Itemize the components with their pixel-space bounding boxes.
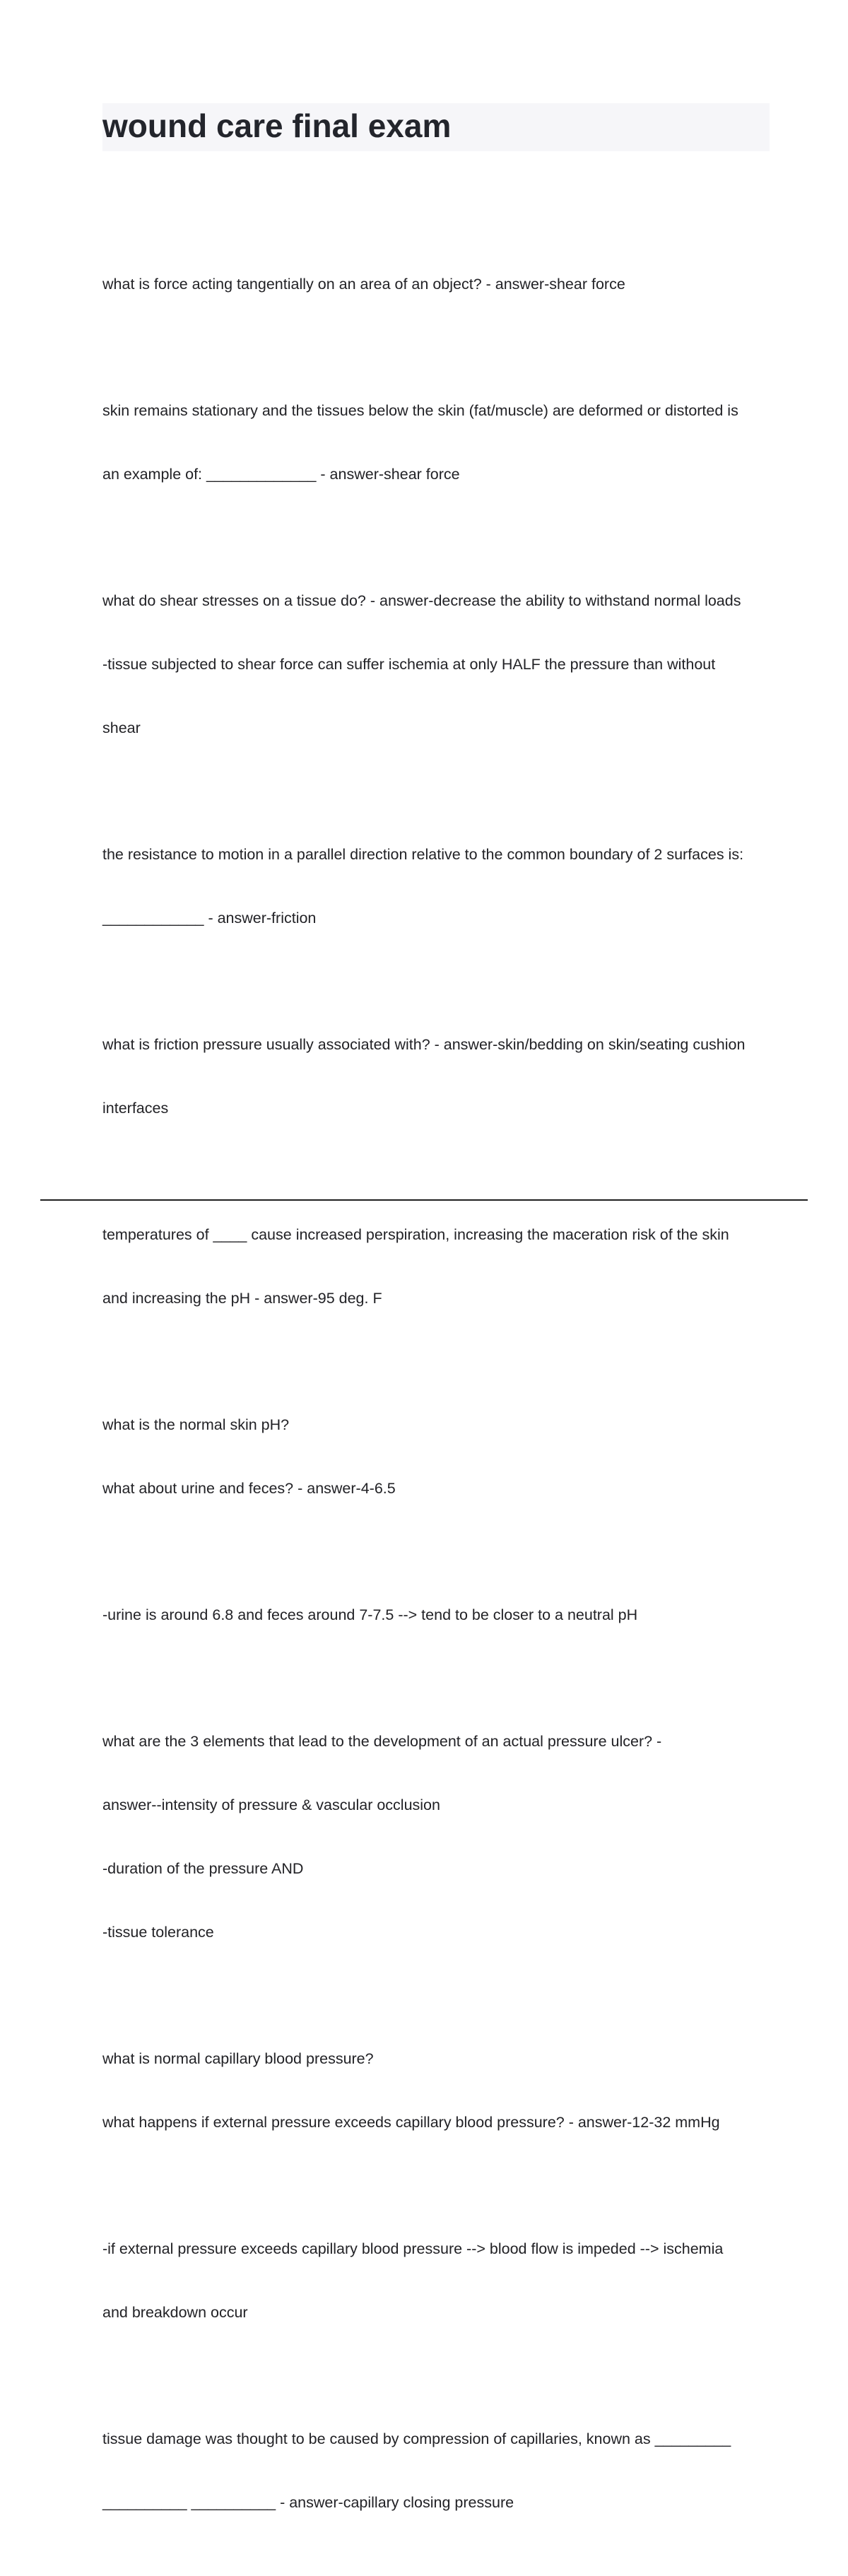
qa-item (102, 2386, 770, 2556)
qa-line: -urine is around 6.8 and feces around 7-7.5 --> tend to be closer to a neutral pH (102, 1606, 638, 1623)
qa-line: shear (102, 719, 141, 736)
qa-line: an example of: _____________ - answer-shear force (102, 466, 460, 483)
qa-item (102, 1688, 770, 1985)
qa-item (102, 2196, 770, 2365)
footer-divider (40, 1199, 808, 1201)
qa-item (102, 1562, 770, 1668)
qa-item (102, 2006, 770, 2175)
qa-item (102, 801, 770, 971)
qa-line: -tissue tolerance (102, 1924, 214, 1941)
qa-line: temperatures of ____ cause increased perspiration, increasing the maceration risk of the skin (102, 1226, 729, 1243)
qa-line: what about urine and feces? - answer-4-6.5 (102, 1480, 396, 1497)
qa-line: and breakdown occur (102, 2304, 248, 2321)
qa-line: skin remains stationary and the tissues below the skin (fat/muscle) are deformed or distorted is (102, 402, 738, 419)
qa-item (102, 548, 770, 781)
page-title: wound care final exam (102, 107, 452, 144)
qa-item (102, 231, 770, 337)
qa-line: -tissue subjected to shear force can suffer ischemia at only HALF the pressure than without (102, 656, 716, 673)
qa-line: -duration of the pressure AND (102, 1860, 304, 1877)
qa-item (102, 992, 770, 1161)
qa-line: what is the normal skin pH? (102, 1416, 290, 1433)
qa-line: what is force acting tangentially on an area of an object? - answer-shear force (102, 276, 625, 293)
qa-line: answer--intensity of pressure & vascular occlusion (102, 1796, 440, 1813)
qa-line: what is normal capillary blood pressure? (102, 2050, 374, 2067)
qa-line: __________ __________ - answer-capillary closing pressure (102, 2494, 514, 2511)
qa-line: ____________ - answer-friction (102, 910, 317, 927)
qa-item (102, 358, 770, 527)
qa-line: tissue damage was thought to be caused by compression of capillaries, known as _________ (102, 2430, 731, 2447)
qa-line: interfaces (102, 1100, 169, 1117)
title-banner (102, 103, 770, 151)
qa-item (102, 1182, 770, 1351)
qa-line: the resistance to motion in a parallel direction relative to the common boundary of 2 surfaces is: (102, 846, 744, 863)
qa-line: what happens if external pressure exceeds capillary blood pressure? - answer-12-32 mmHg (102, 2114, 720, 2131)
qa-line: what is friction pressure usually associated with? - answer-skin/bedding on skin/seating cushion (102, 1036, 746, 1053)
qa-line: what do shear stresses on a tissue do? - answer-decrease the ability to withstand normal loads (102, 592, 741, 609)
qa-item (102, 1372, 770, 1541)
document-body (102, 231, 770, 2576)
qa-line: what are the 3 elements that lead to the development of an actual pressure ulcer? - (102, 1733, 662, 1750)
qa-line: and increasing the pH - answer-95 deg. F (102, 1290, 382, 1307)
qa-line: -if external pressure exceeds capillary blood pressure --> blood flow is impeded --> ischemia (102, 2240, 724, 2257)
